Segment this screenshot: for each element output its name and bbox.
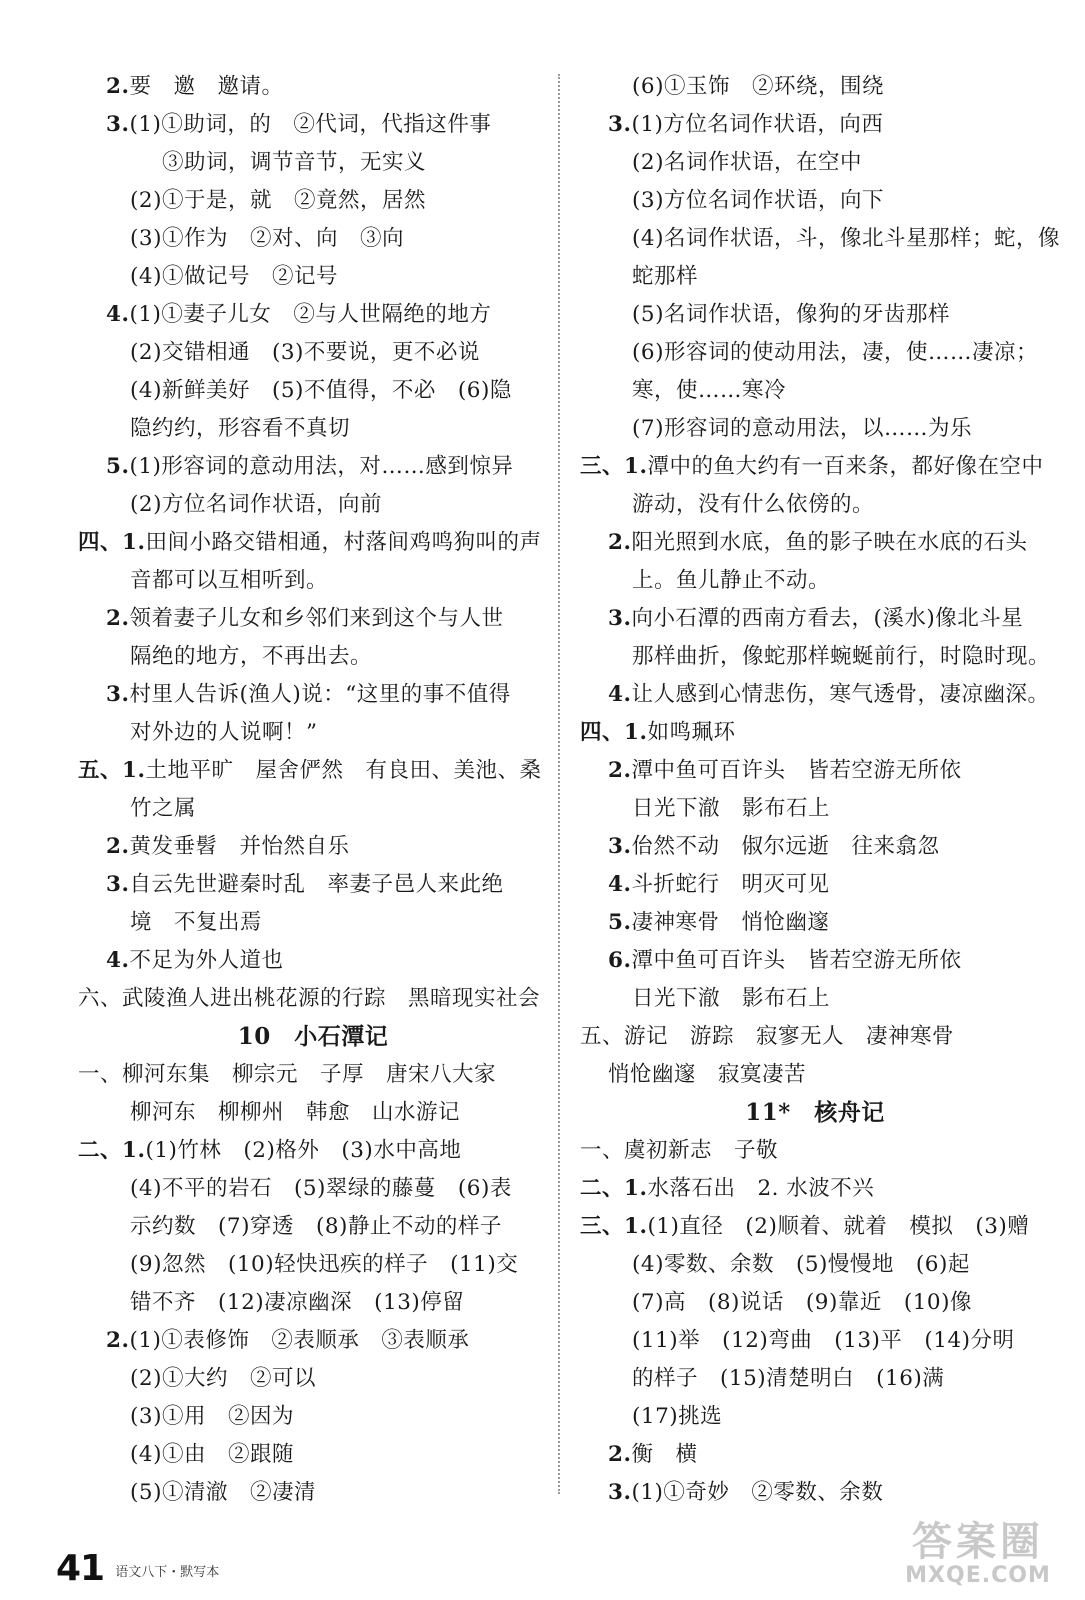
answer-line [78,334,548,372]
left-answer-column [78,68,548,1512]
answer-line [580,600,1050,638]
answer-line [78,1056,548,1094]
answer-line [580,1208,1050,1246]
answer-text: 对外边的人说啊！” [130,720,318,745]
answer-line [580,524,1050,562]
answer-text: (11)举 (12)弯曲 (13)平 (14)分明 [632,1328,1015,1353]
answer-text: (1)①妻子儿女 ②与人世隔绝的地方 [129,302,492,327]
answer-text: (4)不平的岩石 (5)翠绿的藤蔓 (6)表 [130,1176,512,1201]
answer-line [78,600,548,638]
answer-line [78,1322,548,1360]
watermark [893,1520,1063,1590]
answer-text: 示约数 (7)穿透 (8)静止不动的样子 [130,1214,502,1239]
answer-text: (9)忽然 (10)轻快迅疾的样子 (11)交 [130,1252,519,1277]
item-number: 2. [608,530,632,555]
answer-text: 隔绝的地方，不再出去。 [130,644,373,669]
item-number: 5. [608,910,632,935]
book-title: 语文八下・默写本 [115,1565,220,1580]
answer-line [580,1246,1050,1284]
answer-line [78,524,548,562]
answer-line [580,1436,1050,1474]
answer-text: ③助词，调节音节，无实义 [162,150,427,175]
answer-text: (7)形容词的意动用法，以……为乐 [632,416,972,441]
answer-line [580,676,1050,714]
answer-line [78,182,548,220]
answer-line [580,752,1050,790]
item-number: 3. [608,112,632,137]
answer-line [580,258,1050,296]
answer-text: 日光下澈 影布石上 [632,986,831,1011]
answer-text: 不足为外人道也 [129,948,284,973]
answer-line [78,752,548,790]
answer-line [78,980,548,1018]
item-number: 3. [106,112,130,137]
item-number: 2. [608,758,632,783]
page-number: 41 [56,1548,105,1589]
answer-text: 潭中鱼可百许头 皆若空游无所依 [631,758,962,783]
item-number: 3. [608,1480,632,1505]
item-number: 二、1. [580,1176,648,1201]
answer-text: 五、游记 游踪 寂寥无人 凄神寒骨 [580,1024,955,1049]
answer-text: 游动，没有什么依傍的。 [632,492,875,517]
answer-line [580,714,1050,752]
answer-line [580,182,1050,220]
answer-line [78,1436,548,1474]
item-number: 6. [608,948,632,973]
answer-line [580,410,1050,448]
answer-text: 田间小路交错相通，村落间鸡鸣狗叫的声 [145,530,542,555]
answer-text: 的样子 (15)清楚明白 (16)满 [632,1366,945,1391]
answer-text: 村里人告诉(渔人)说：“这里的事不值得 [129,682,511,707]
answer-line [580,1284,1050,1322]
answer-text: (1)竹林 (2)格外 (3)水中高地 [145,1138,462,1163]
answer-line [580,1474,1050,1512]
item-number: 四、1. [78,530,146,555]
answer-line [580,106,1050,144]
answer-text: 寒，使……寒冷 [632,378,787,403]
answer-text: 衡 横 [631,1442,698,1467]
answer-text: 要 邀 邀请。 [129,74,284,99]
answer-line [78,828,548,866]
answer-line [580,828,1050,866]
answer-text: 领着妻子儿女和乡邻们来到这个与人世 [129,606,504,631]
answer-text: 黄发垂髫 并怡然自乐 [129,834,350,859]
answer-text: 潭中的鱼大约有一百来条，都好像在空中 [647,454,1044,479]
item-number: 3. [608,606,632,631]
answer-line [78,1208,548,1246]
answer-line [580,942,1050,980]
answer-line [78,1360,548,1398]
answer-line [580,638,1050,676]
answer-text: 隐约约，形容看不真切 [130,416,351,441]
answer-line [580,296,1050,334]
right-answer-column [580,68,1060,1512]
answer-text: (1)直径 (2)顺着、就着 模拟 (3)赠 [647,1214,1030,1239]
answer-text: (4)名词作状语，斗，像北斗星那样；蛇，像 [632,226,1060,251]
answer-line [78,942,548,980]
answer-line [580,1170,1050,1208]
answer-text: (4)①由 ②跟随 [130,1442,294,1467]
answer-text: (1)①奇妙 ②零数、余数 [631,1480,884,1505]
item-number: 二、1. [78,1138,146,1163]
item-number: 2. [106,606,130,631]
item-number: 4. [608,682,632,707]
answer-text: 音都可以互相听到。 [130,568,329,593]
answer-text: 如鸣珮环 [647,720,736,745]
answer-text: (17)挑选 [632,1404,723,1429]
item-number: 5. [106,454,130,479]
answer-text: 错不齐 (12)凄凉幽深 (13)停留 [130,1290,465,1315]
item-number: 3. [106,682,130,707]
answer-text: 凄神寒骨 悄怆幽邃 [631,910,830,935]
answer-text: 阳光照到水底，鱼的影子映在水底的石头 [631,530,1028,555]
answer-line [78,258,548,296]
answer-line [580,486,1050,524]
item-number: 2. [106,834,130,859]
item-number: 2. [106,1328,130,1353]
answer-text: (1)①助词，的 ②代词，代指这件事 [129,112,492,137]
answer-line [580,904,1050,942]
answer-text: (2)①于是，就 ②竟然，居然 [130,188,426,213]
answer-line [78,448,548,486]
answer-text: (3)方位名词作状语，向下 [632,188,884,213]
item-number: 四、1. [580,720,648,745]
answer-line [580,790,1050,828]
answer-text: 六、武陵渔人进出桃花源的行踪 黑暗现实社会 [78,986,541,1011]
item-number: 3. [608,834,632,859]
answer-line [78,790,548,828]
answer-text: (1)方位名词作状语，向西 [631,112,884,137]
answer-line [580,1018,1050,1056]
answer-line [580,334,1050,372]
answer-line [78,1132,548,1170]
answer-line [580,372,1050,410]
answer-line [78,106,548,144]
answer-text: (5)①清澈 ②凄清 [130,1480,316,1505]
answer-text: (5)名词作状语，像狗的牙齿那样 [632,302,950,327]
item-number: 4. [608,872,632,897]
answer-text: 日光下澈 影布石上 [632,796,831,821]
item-number: 五、1. [78,758,146,783]
answer-line [580,1322,1050,1360]
section-heading [580,1094,1050,1132]
answer-text: (1)形容词的意动用法，对……感到惊异 [129,454,514,479]
answer-line [78,1094,548,1132]
answer-text: (4)新鲜美好 (5)不值得，不必 (6)隐 [130,378,512,403]
answer-text: 11* 核舟记 [745,1099,885,1126]
answer-text: 让人感到心情悲伤，寒气透骨，凄凉幽深。 [631,682,1050,707]
answer-text: 那样曲折，像蛇那样蜿蜒前行，时隐时现。 [632,644,1051,669]
answer-text: 向小石潭的西南方看去，(溪水)像北斗星 [631,606,1024,631]
answer-text: (2)①大约 ②可以 [130,1366,316,1391]
answer-line [78,904,548,942]
answer-line [580,448,1050,486]
item-number: 4. [106,302,130,327]
answer-line [78,866,548,904]
answer-text: (6)形容词的使动用法，凄，使……凄凉； [632,340,1038,365]
answer-line [78,1398,548,1436]
answer-line [580,1360,1050,1398]
answer-text: (2)名词作状语，在空中 [632,150,862,175]
item-number: 2. [608,1442,632,1467]
item-number: 4. [106,948,130,973]
answer-line [580,68,1050,106]
answer-line [78,1474,548,1512]
answer-line [580,1056,1050,1094]
answer-text: (3)①用 ②因为 [130,1404,294,1429]
answer-text: (2)方位名词作状语，向前 [130,492,382,517]
watermark-chars: 答案圈 [912,1519,1044,1565]
answer-line [78,638,548,676]
answer-text: 境 不复出焉 [130,910,263,935]
answer-text: 一、柳河东集 柳宗元 子厚 唐宋八大家 [78,1062,497,1087]
answer-text: 潭中鱼可百许头 皆若空游无所依 [631,948,962,973]
answer-text: (6)①玉饰 ②环绕，围绕 [632,74,884,99]
answer-line [78,144,548,182]
page-footer [56,1548,219,1589]
answer-line [78,410,548,448]
answer-text: (4)①做记号 ②记号 [130,264,338,289]
answer-text: (3)①作为 ②对、向 ③向 [130,226,404,251]
answer-text: (1)①表修饰 ②表顺承 ③表顺承 [129,1328,470,1353]
item-number: 2. [106,74,130,99]
answer-line [580,562,1050,600]
answer-line [78,676,548,714]
answer-line [78,486,548,524]
answer-line [580,1398,1050,1436]
answer-line [580,866,1050,904]
column-divider [558,74,560,1494]
answer-line [78,68,548,106]
answer-line [78,1170,548,1208]
answer-line [78,220,548,258]
answer-line [78,1284,548,1322]
answer-line [78,372,548,410]
answer-line [78,296,548,334]
answer-text: 柳河东 柳柳州 韩愈 山水游记 [130,1100,461,1125]
answer-text: 蛇那样 [632,264,699,289]
answer-line [580,220,1060,258]
answer-line [78,714,548,752]
answer-text: (2)交错相通 (3)不要说，更不必说 [130,340,480,365]
answer-text: 水落石出 2. 水波不兴 [647,1176,875,1201]
answer-line [78,1246,548,1284]
answer-line [580,144,1050,182]
answer-text: (7)高 (8)说话 (9)靠近 (10)像 [632,1290,972,1315]
answer-text: 斗折蛇行 明灭可见 [631,872,830,897]
answer-text: 悄怆幽邃 寂寞凄苦 [608,1062,807,1087]
watermark-domain: MXQE.COM [905,1563,1051,1588]
answer-text: 竹之属 [130,796,197,821]
answer-line [580,980,1050,1018]
answer-text: (4)零数、余数 (5)慢慢地 (6)起 [632,1252,970,1277]
answer-text: 佁然不动 俶尔远逝 往来翕忽 [631,834,940,859]
section-heading [78,1018,548,1056]
item-number: 3. [106,872,130,897]
answer-line [78,562,548,600]
answer-text: 上。鱼儿静止不动。 [632,568,831,593]
answer-text: 10 小石潭记 [237,1023,389,1050]
answer-text: 一、虞初新志 子敬 [580,1138,779,1163]
item-number: 三、1. [580,1214,648,1239]
item-number: 三、1. [580,454,648,479]
answer-text: 土地平旷 屋舍俨然 有良田、美池、桑 [145,758,542,783]
answer-line [580,1132,1050,1170]
answer-text: 自云先世避秦时乱 率妻子邑人来此绝 [129,872,504,897]
